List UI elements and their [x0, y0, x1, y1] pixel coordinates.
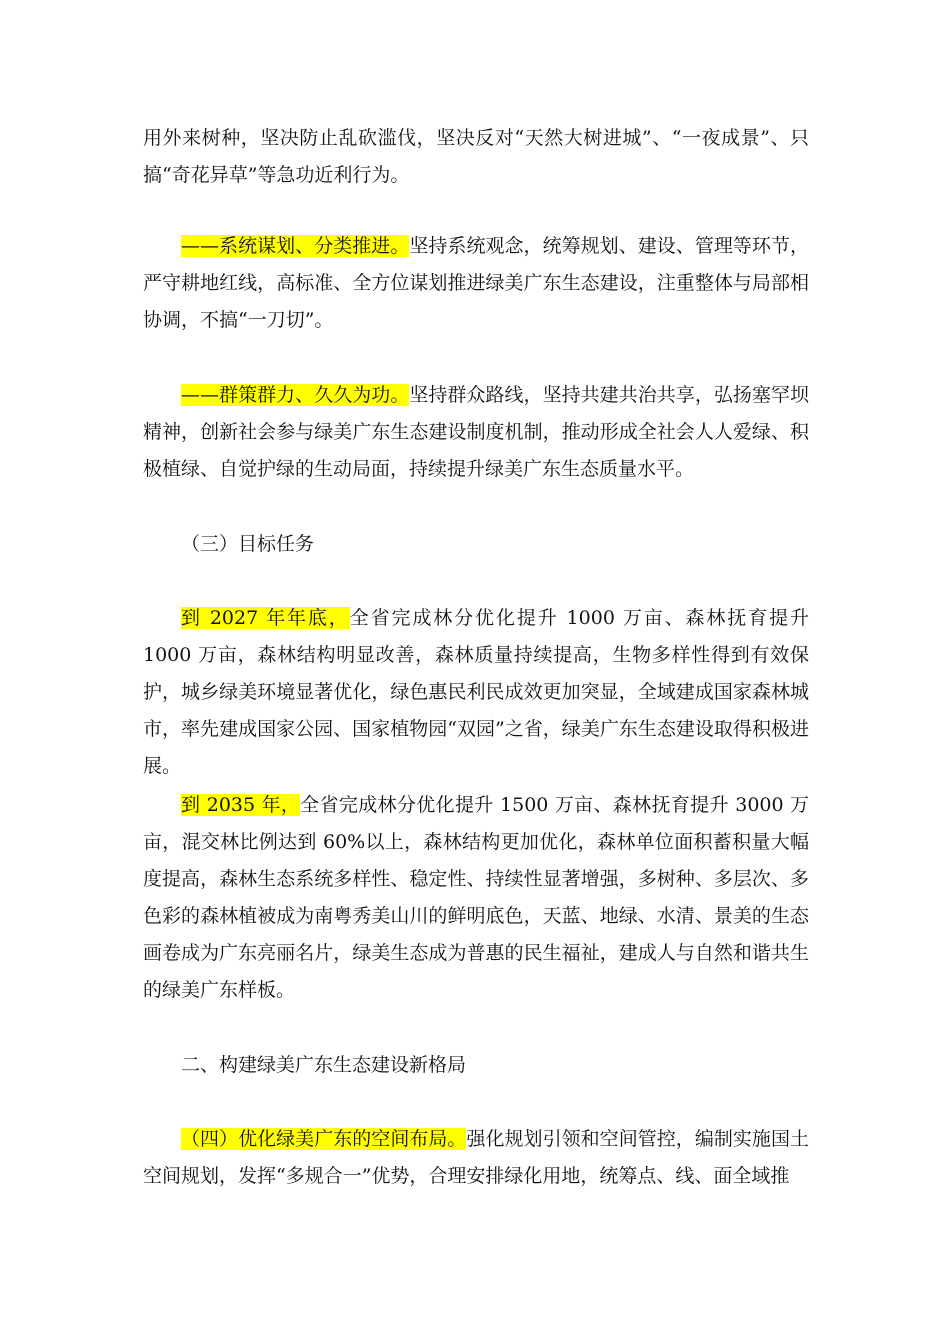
- paragraph-continuation: [143, 120, 809, 194]
- highlighted-heading: ——系统谋划、分类推进。: [181, 235, 410, 257]
- paragraph-spatial-layout: [143, 1121, 809, 1195]
- section-heading-pattern: [143, 1047, 809, 1084]
- paragraph-text: 用外来树种，坚决防止乱砍滥伐，坚决反对“天然大树进城”、“一夜成景”、只搞“奇花异草”等急功近利行为。: [143, 127, 809, 186]
- paragraph-text: 全省完成林分优化提升 1500 万亩、森林抚育提升 3000 万亩，混交林比例达到 60%以上，森林结构更加优化，森林单位面积蓄积量大幅度提高，森林生态系统多样性、稳定性、持续性显著增强，多树种、多层次、多色彩的森林植被成为南粤秀美山川的鲜明底色，天蓝、地绿、水清、景美的生态画卷成为广东亮丽名片，绿美生态成为普惠的民生福祉，建成人与自然和谐共生的绿美广东样板。: [143, 794, 809, 1001]
- section-heading-text: （三）目标任务: [181, 533, 315, 555]
- paragraph-principle-systematic: [143, 228, 809, 339]
- paragraph-goal-2035: [143, 787, 809, 1009]
- highlighted-heading: 到 2027 年年底，: [181, 607, 350, 629]
- paragraph-goal-2027: [143, 600, 809, 785]
- paragraph-principle-collective: [143, 377, 809, 488]
- paragraph-text: 强化规划引领和空间管控，编制实施国土空间规划，发挥“多规合一”优势，合理安排绿化用地，统筹点、线、面全域推: [143, 1128, 809, 1187]
- paragraph-text: 坚持系统观念，统筹规划、建设、管理等环节，严守耕地红线，高标准、全方位谋划推进绿美广东生态建设，注重整体与局部相协调，不搞“一刀切”。: [143, 235, 809, 331]
- highlighted-heading: （四）优化绿美广东的空间布局。: [181, 1128, 467, 1150]
- paragraph-text: 坚持群众路线，坚持共建共治共享，弘扬塞罕坝精神，创新社会参与绿美广东生态建设制度机制，推动形成全社会人人爱绿、积极植绿、自觉护绿的生动局面，持续提升绿美广东生态质量水平。: [143, 384, 809, 480]
- section-heading-text: 二、构建绿美广东生态建设新格局: [181, 1054, 467, 1076]
- section-heading-goals: [143, 526, 809, 563]
- paragraph-text: 全省完成林分优化提升 1000 万亩、森林抚育提升 1000 万亩，森林结构明显改善，森林质量持续提高，生物多样性得到有效保护，城乡绿美环境显著优化，绿色惠民利民成效更加突显，全域建成国家森林城市，率先建成国家公园、国家植物园“双园”之省，绿美广东生态建设取得积极进展。: [143, 607, 809, 777]
- highlighted-heading: 到 2035 年，: [181, 794, 301, 816]
- highlighted-heading: ——群策群力、久久为功。: [181, 384, 410, 406]
